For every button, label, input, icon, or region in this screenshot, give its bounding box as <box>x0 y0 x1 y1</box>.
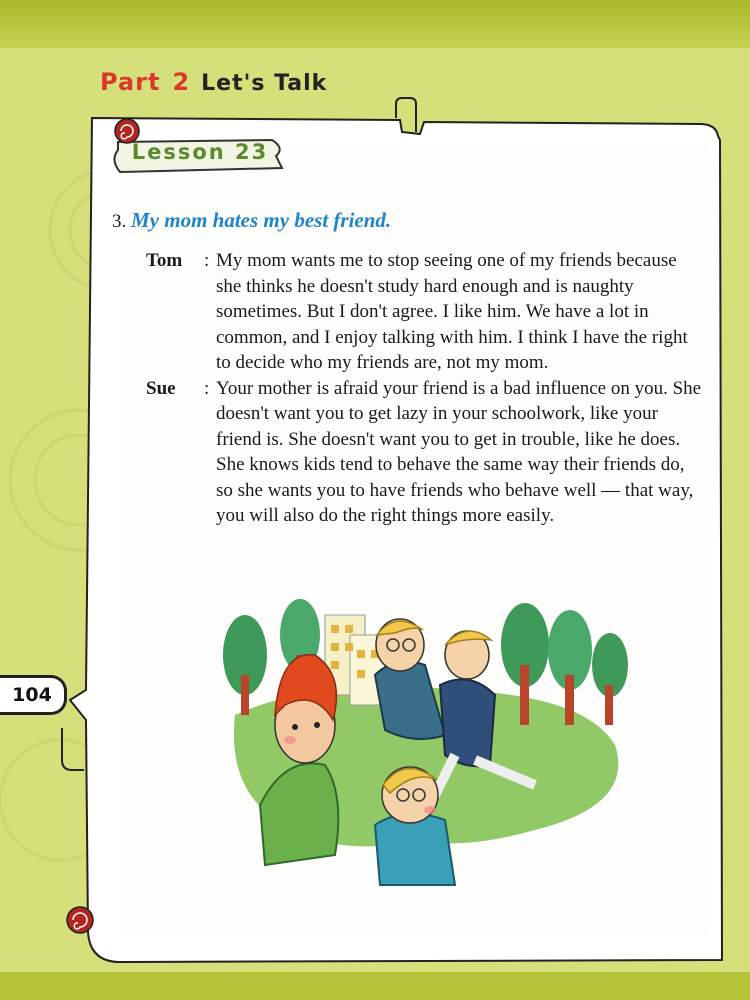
part-word: Part <box>100 68 161 96</box>
kid-blond-glasses <box>375 619 445 739</box>
speaker-colon: : <box>204 377 210 399</box>
dialog-turn-sue <box>146 376 706 529</box>
section-title: My mom hates my best friend. <box>131 208 392 232</box>
part-title: Let's Talk <box>201 71 328 96</box>
dialog-turn-tom <box>146 248 706 376</box>
speaker-name: Sue <box>146 377 176 399</box>
lesson-tag: Lesson 23 <box>131 140 269 164</box>
speech-text: My mom wants me to stop seeing one of my friends because she thinks he doesn't study hard enough and is naughty sometimes. But I don't agree. I like him. We have a lot in common, and I enjoy talking with him. I think I have the right to decide who my friends are, not my mom. <box>216 250 688 373</box>
page-number: 104 <box>0 675 67 715</box>
tree-group-right <box>501 603 628 725</box>
section-heading <box>112 208 712 233</box>
section-number: 3. <box>112 211 127 232</box>
speaker-colon: : <box>204 250 210 271</box>
dialog <box>146 248 706 529</box>
illustration-kids <box>205 595 645 895</box>
speech-text: Your mother is afraid your friend is a bad influence on you. She doesn't want you to get lazy in your schoolwork, like your friend is. She doesn't want you to get in trouble, like he does. She knows kids tend to behave the same way their friends do, so she wants you to have friends who behave well — that way, you will also do the right things more easily. <box>216 377 702 526</box>
speaker-name: Tom <box>146 250 183 271</box>
part-number: 2 <box>172 68 190 96</box>
